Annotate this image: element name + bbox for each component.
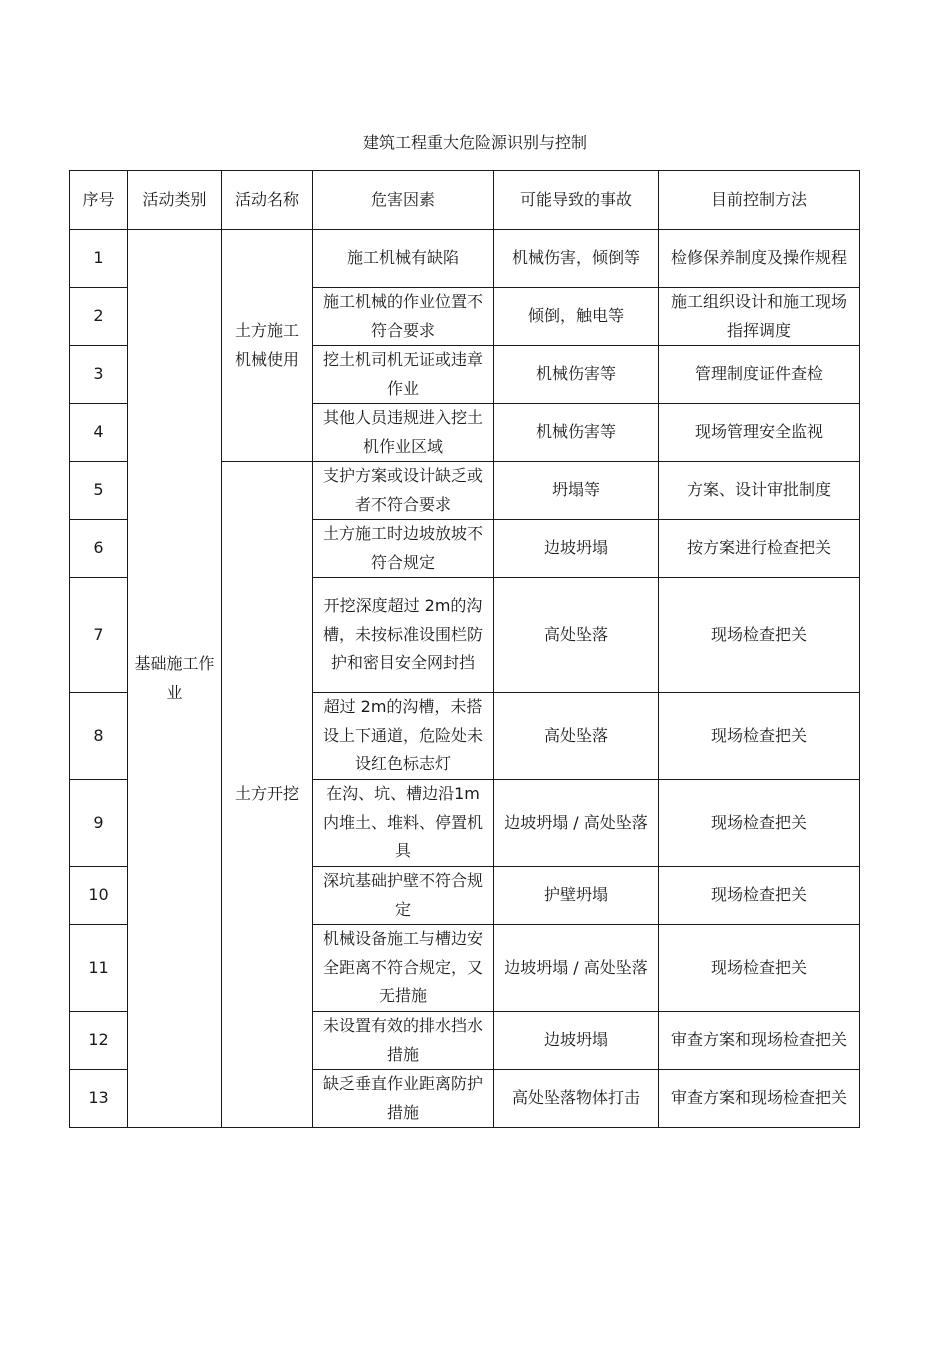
cell-seq: 11 bbox=[70, 925, 128, 1012]
cell-seq: 5 bbox=[70, 462, 128, 520]
cell-seq: 1 bbox=[70, 230, 128, 288]
cell-accident: 机械伤害，倾倒等 bbox=[494, 230, 659, 288]
cell-seq: 8 bbox=[70, 693, 128, 780]
cell-accident: 边坡坍塌 bbox=[494, 1012, 659, 1070]
cell-control: 现场检查把关 bbox=[659, 693, 860, 780]
cell-factor: 土方施工时边坡放坡不符合规定 bbox=[313, 520, 494, 578]
cell-accident: 边坡坍塌 / 高处坠落 bbox=[494, 925, 659, 1012]
cell-factor: 开挖深度超过 2m的沟槽，未按标准设围栏防护和密目安全网封挡 bbox=[313, 578, 494, 693]
cell-factor: 深坑基础护壁不符合规定 bbox=[313, 867, 494, 925]
cell-seq: 7 bbox=[70, 578, 128, 693]
cell-accident: 倾倒，触电等 bbox=[494, 288, 659, 346]
header-accident: 可能导致的事故 bbox=[494, 171, 659, 230]
cell-factor: 施工机械有缺陷 bbox=[313, 230, 494, 288]
cell-accident: 高处坠落 bbox=[494, 693, 659, 780]
header-category: 活动类别 bbox=[128, 171, 222, 230]
cell-accident: 机械伤害等 bbox=[494, 404, 659, 462]
table-header bbox=[70, 171, 860, 230]
header-control: 目前控制方法 bbox=[659, 171, 860, 230]
cell-accident: 边坡坍塌 bbox=[494, 520, 659, 578]
cell-seq: 13 bbox=[70, 1070, 128, 1128]
cell-factor: 缺乏垂直作业距离防护措施 bbox=[313, 1070, 494, 1128]
cell-control: 按方案进行检查把关 bbox=[659, 520, 860, 578]
cell-control: 检修保养制度及操作规程 bbox=[659, 230, 860, 288]
cell-accident: 边坡坍塌 / 高处坠落 bbox=[494, 780, 659, 867]
cell-factor: 施工机械的作业位置不符合要求 bbox=[313, 288, 494, 346]
table-body bbox=[70, 230, 860, 1128]
cell-factor: 未设置有效的排水挡水措施 bbox=[313, 1012, 494, 1070]
cell-factor: 在沟、坑、槽边沿1m内堆土、堆料、停置机具 bbox=[313, 780, 494, 867]
cell-seq: 3 bbox=[70, 346, 128, 404]
cell-factor: 超过 2m的沟槽，未搭设上下通道，危险处未设红色标志灯 bbox=[313, 693, 494, 780]
header-activity: 活动名称 bbox=[222, 171, 313, 230]
cell-control: 现场检查把关 bbox=[659, 578, 860, 693]
cell-accident: 护壁坍塌 bbox=[494, 867, 659, 925]
cell-activity-group-2: 土方开挖 bbox=[222, 462, 313, 1128]
cell-seq: 2 bbox=[70, 288, 128, 346]
cell-control: 审查方案和现场检查把关 bbox=[659, 1012, 860, 1070]
cell-accident: 机械伤害等 bbox=[494, 346, 659, 404]
table-row bbox=[70, 230, 860, 288]
cell-seq: 12 bbox=[70, 1012, 128, 1070]
cell-seq: 9 bbox=[70, 780, 128, 867]
header-seq: 序号 bbox=[70, 171, 128, 230]
cell-factor: 支护方案或设计缺乏或者不符合要求 bbox=[313, 462, 494, 520]
cell-control: 现场检查把关 bbox=[659, 925, 860, 1012]
cell-seq: 10 bbox=[70, 867, 128, 925]
header-factor: 危害因素 bbox=[313, 171, 494, 230]
cell-control: 现场检查把关 bbox=[659, 867, 860, 925]
cell-accident: 高处坠落物体打击 bbox=[494, 1070, 659, 1128]
cell-factor: 其他人员违规进入挖土机作业区域 bbox=[313, 404, 494, 462]
cell-accident: 坍塌等 bbox=[494, 462, 659, 520]
cell-category: 基础施工作业 bbox=[128, 230, 222, 1128]
cell-factor: 挖土机司机无证或违章作业 bbox=[313, 346, 494, 404]
cell-factor: 机械设备施工与槽边安全距离不符合规定，又无措施 bbox=[313, 925, 494, 1012]
cell-control: 施工组织设计和施工现场指挥调度 bbox=[659, 288, 860, 346]
cell-control: 方案、设计审批制度 bbox=[659, 462, 860, 520]
cell-control: 现场检查把关 bbox=[659, 780, 860, 867]
cell-accident: 高处坠落 bbox=[494, 578, 659, 693]
cell-activity-group-1: 土方施工机械使用 bbox=[222, 230, 313, 462]
cell-control: 审查方案和现场检查把关 bbox=[659, 1070, 860, 1128]
cell-control: 管理制度证件查检 bbox=[659, 346, 860, 404]
cell-control: 现场管理安全监视 bbox=[659, 404, 860, 462]
cell-seq: 6 bbox=[70, 520, 128, 578]
cell-seq: 4 bbox=[70, 404, 128, 462]
hazard-table bbox=[69, 170, 860, 1128]
document-title: 建筑工程重大危险源识别与控制 bbox=[362, 133, 587, 152]
